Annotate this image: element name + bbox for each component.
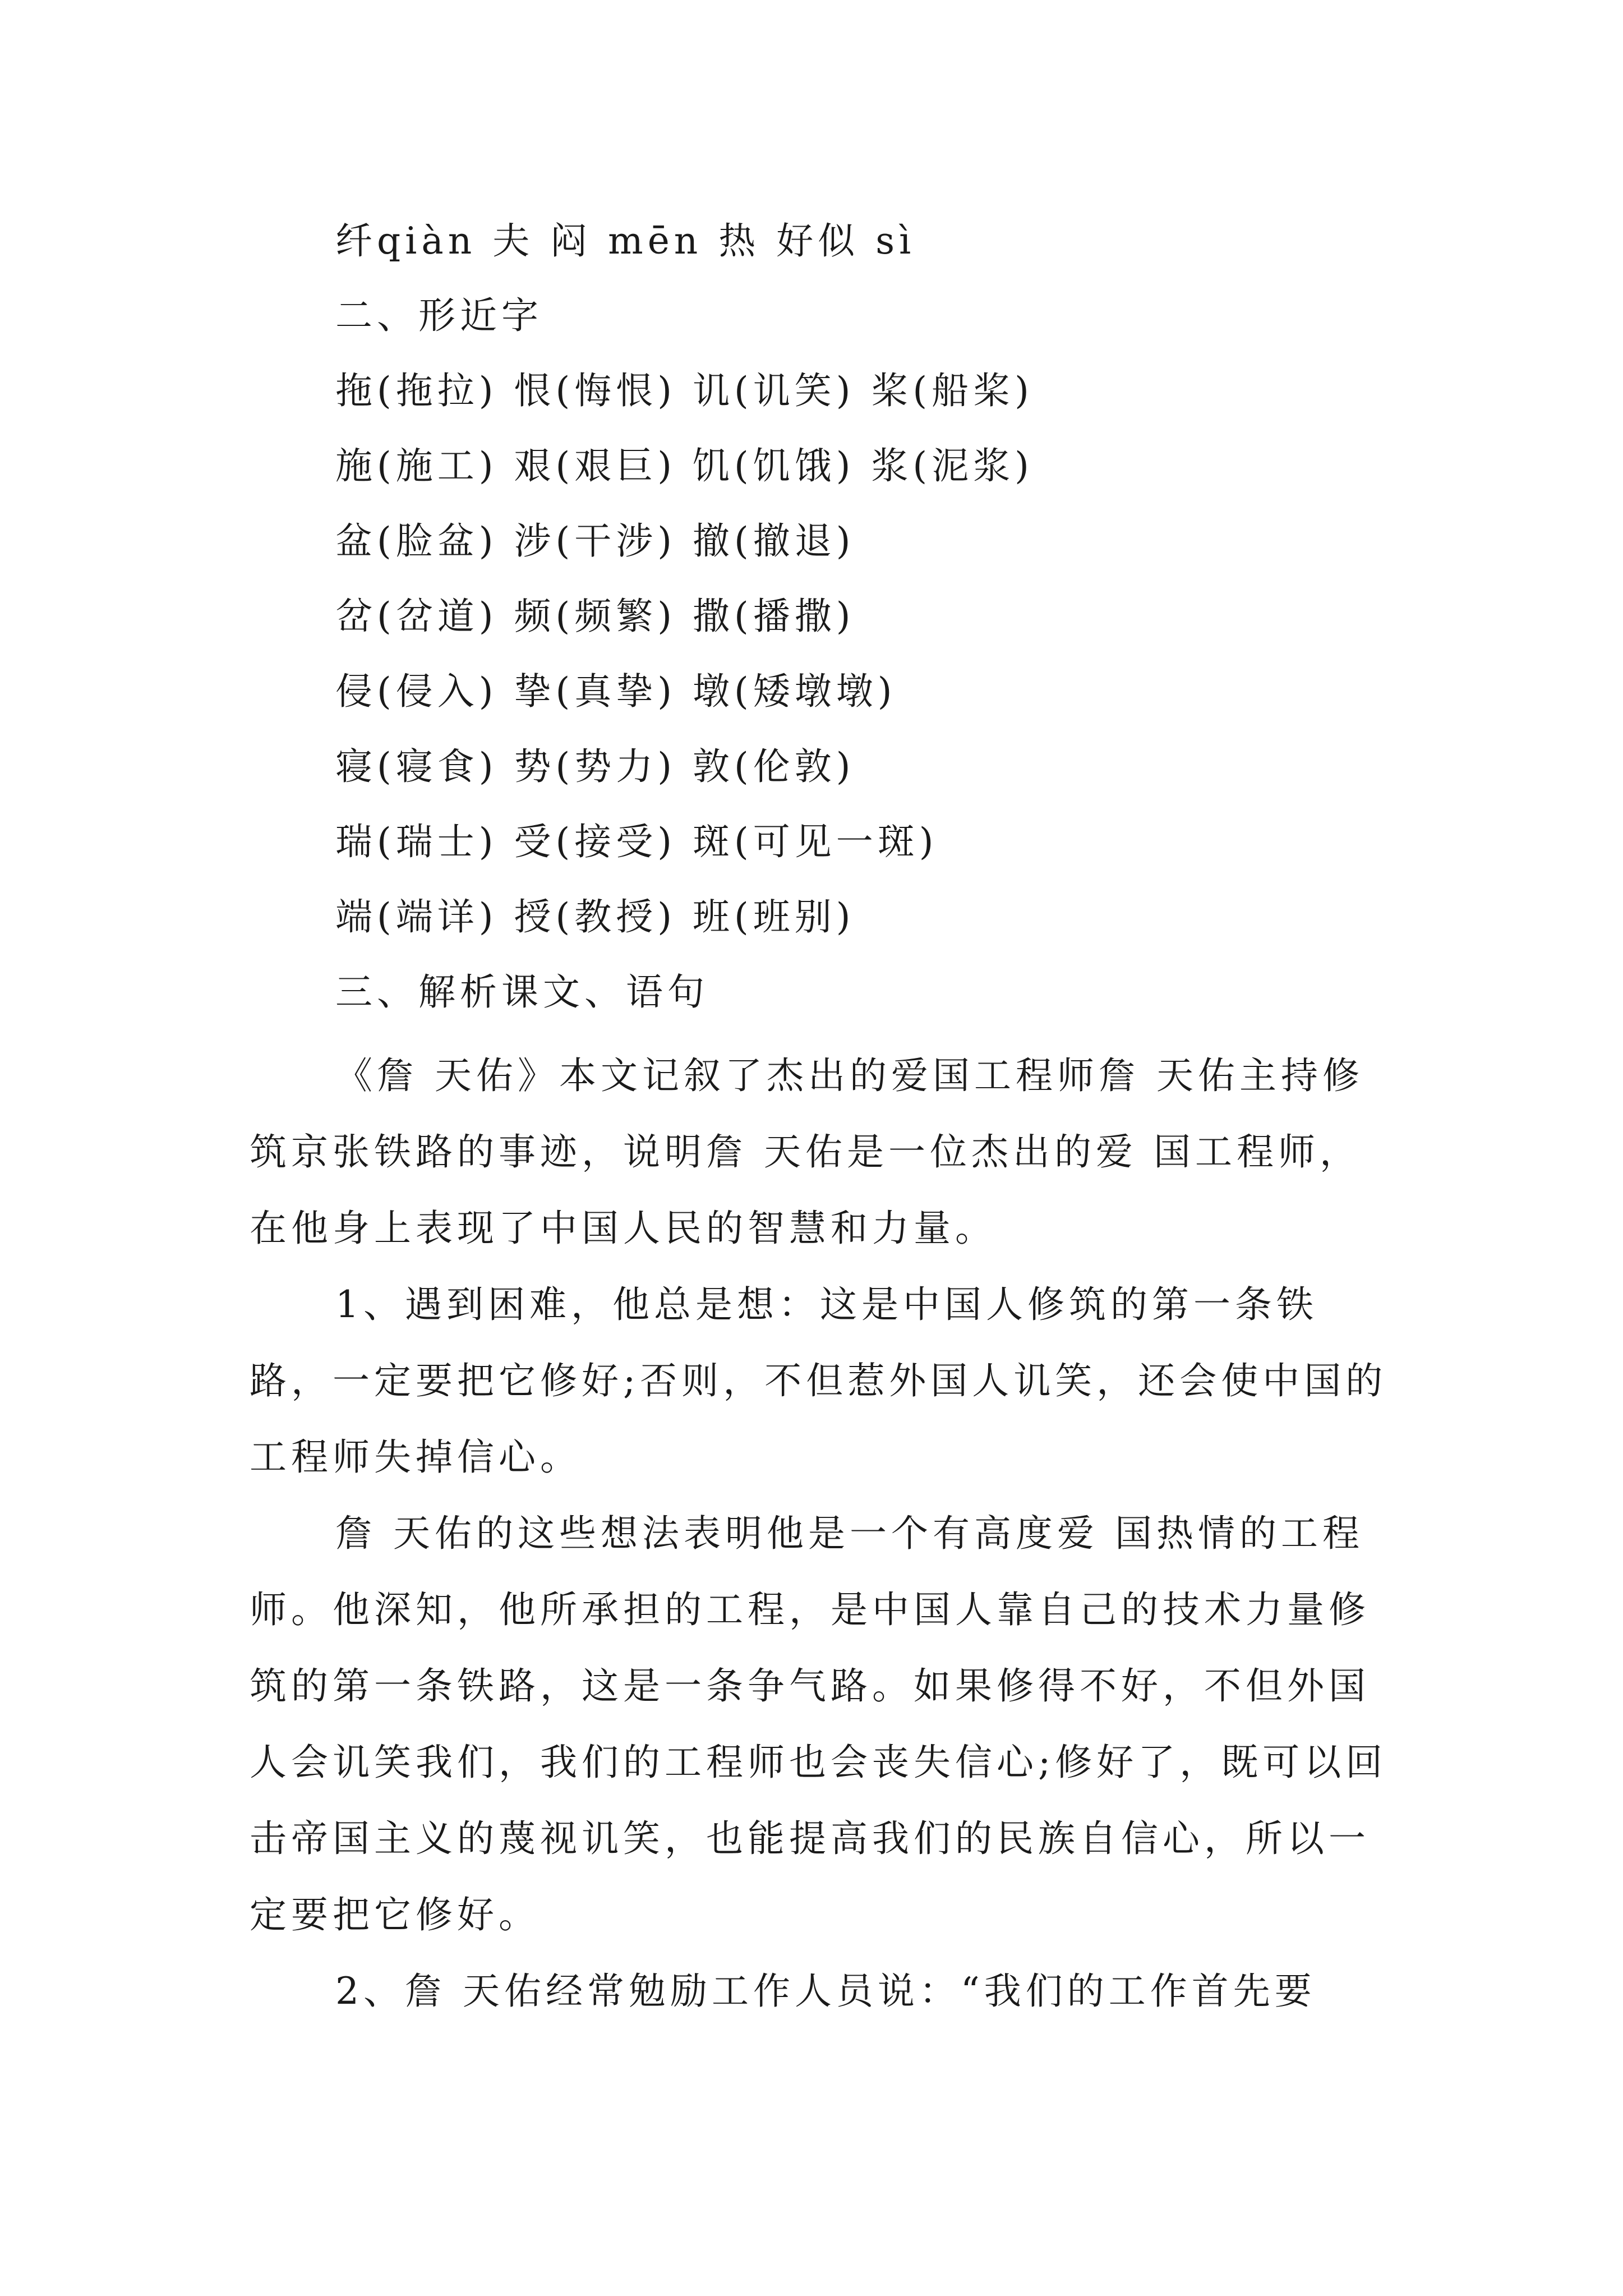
paragraph-summary: 《詹 天佑》本文记叙了杰出的爱国工程师詹 天佑主持修筑京张铁路的事迹，说明詹 天佑是一位杰出的爱 国工程师，在他身上表现了中国人民的智慧和力量。 bbox=[250, 1054, 1364, 1250]
similar-characters-row-3: 盆(脸盆) 涉(干涉) 撤(撤退) bbox=[335, 519, 855, 563]
similar-characters-row-5: 侵(侵入) 挚(真挚) 墩(矮墩墩) bbox=[335, 670, 897, 713]
similar-characters-row-4: 岔(岔道) 频(频繁) 撒(播撒) bbox=[335, 595, 855, 638]
similar-characters-row-6: 寝(寝食) 势(势力) 敦(伦敦) bbox=[335, 745, 855, 788]
paragraph-explanation-1: 詹 天佑的这些想法表明他是一个有高度爱 国热情的工程师。他深知，他所承担的工程，是中国人靠自己的技术力量修筑的第一条铁路，这是一条争气路。如果修得不好，不但外国人会讥笑我们，我们的工程师也会丧失信心;修好了，既可以回击帝国主义的蔑视讥笑，也能提高我们的民族自信心，所以一定要把它修好。 bbox=[250, 1512, 1387, 1936]
section-heading-text-analysis: 三、解析课文、语句 bbox=[335, 970, 709, 1014]
pinyin-line: 纤qiàn 夫 闷 mēn 热 好似 sì bbox=[335, 219, 916, 263]
similar-characters-row-1: 拖(拖拉) 恨(悔恨) 讥(讥笑) 桨(船桨) bbox=[335, 369, 1034, 412]
text-analysis-body bbox=[250, 1038, 1388, 2030]
similar-characters-row-8: 端(端详) 授(教授) 班(班别) bbox=[335, 895, 855, 938]
paragraph-quote-1: 1、遇到困难，他总是想：这是中国人修筑的第一条铁路，一定要把它修好;否则，不但惹外国人讥笑，还会使中国的工程师失掉信心。 bbox=[250, 1283, 1387, 1479]
similar-characters-row-2: 施(施工) 艰(艰巨) 饥(饥饿) 浆(泥浆) bbox=[335, 444, 1034, 487]
similar-characters-row-7: 瑞(瑞士) 受(接受) 斑(可见一斑) bbox=[335, 820, 938, 863]
paragraph-quote-2: 2、詹 天佑经常勉励工作人员说：“我们的工作首先要 bbox=[335, 1970, 1316, 2013]
section-heading-similar-characters: 二、形近字 bbox=[335, 294, 543, 337]
